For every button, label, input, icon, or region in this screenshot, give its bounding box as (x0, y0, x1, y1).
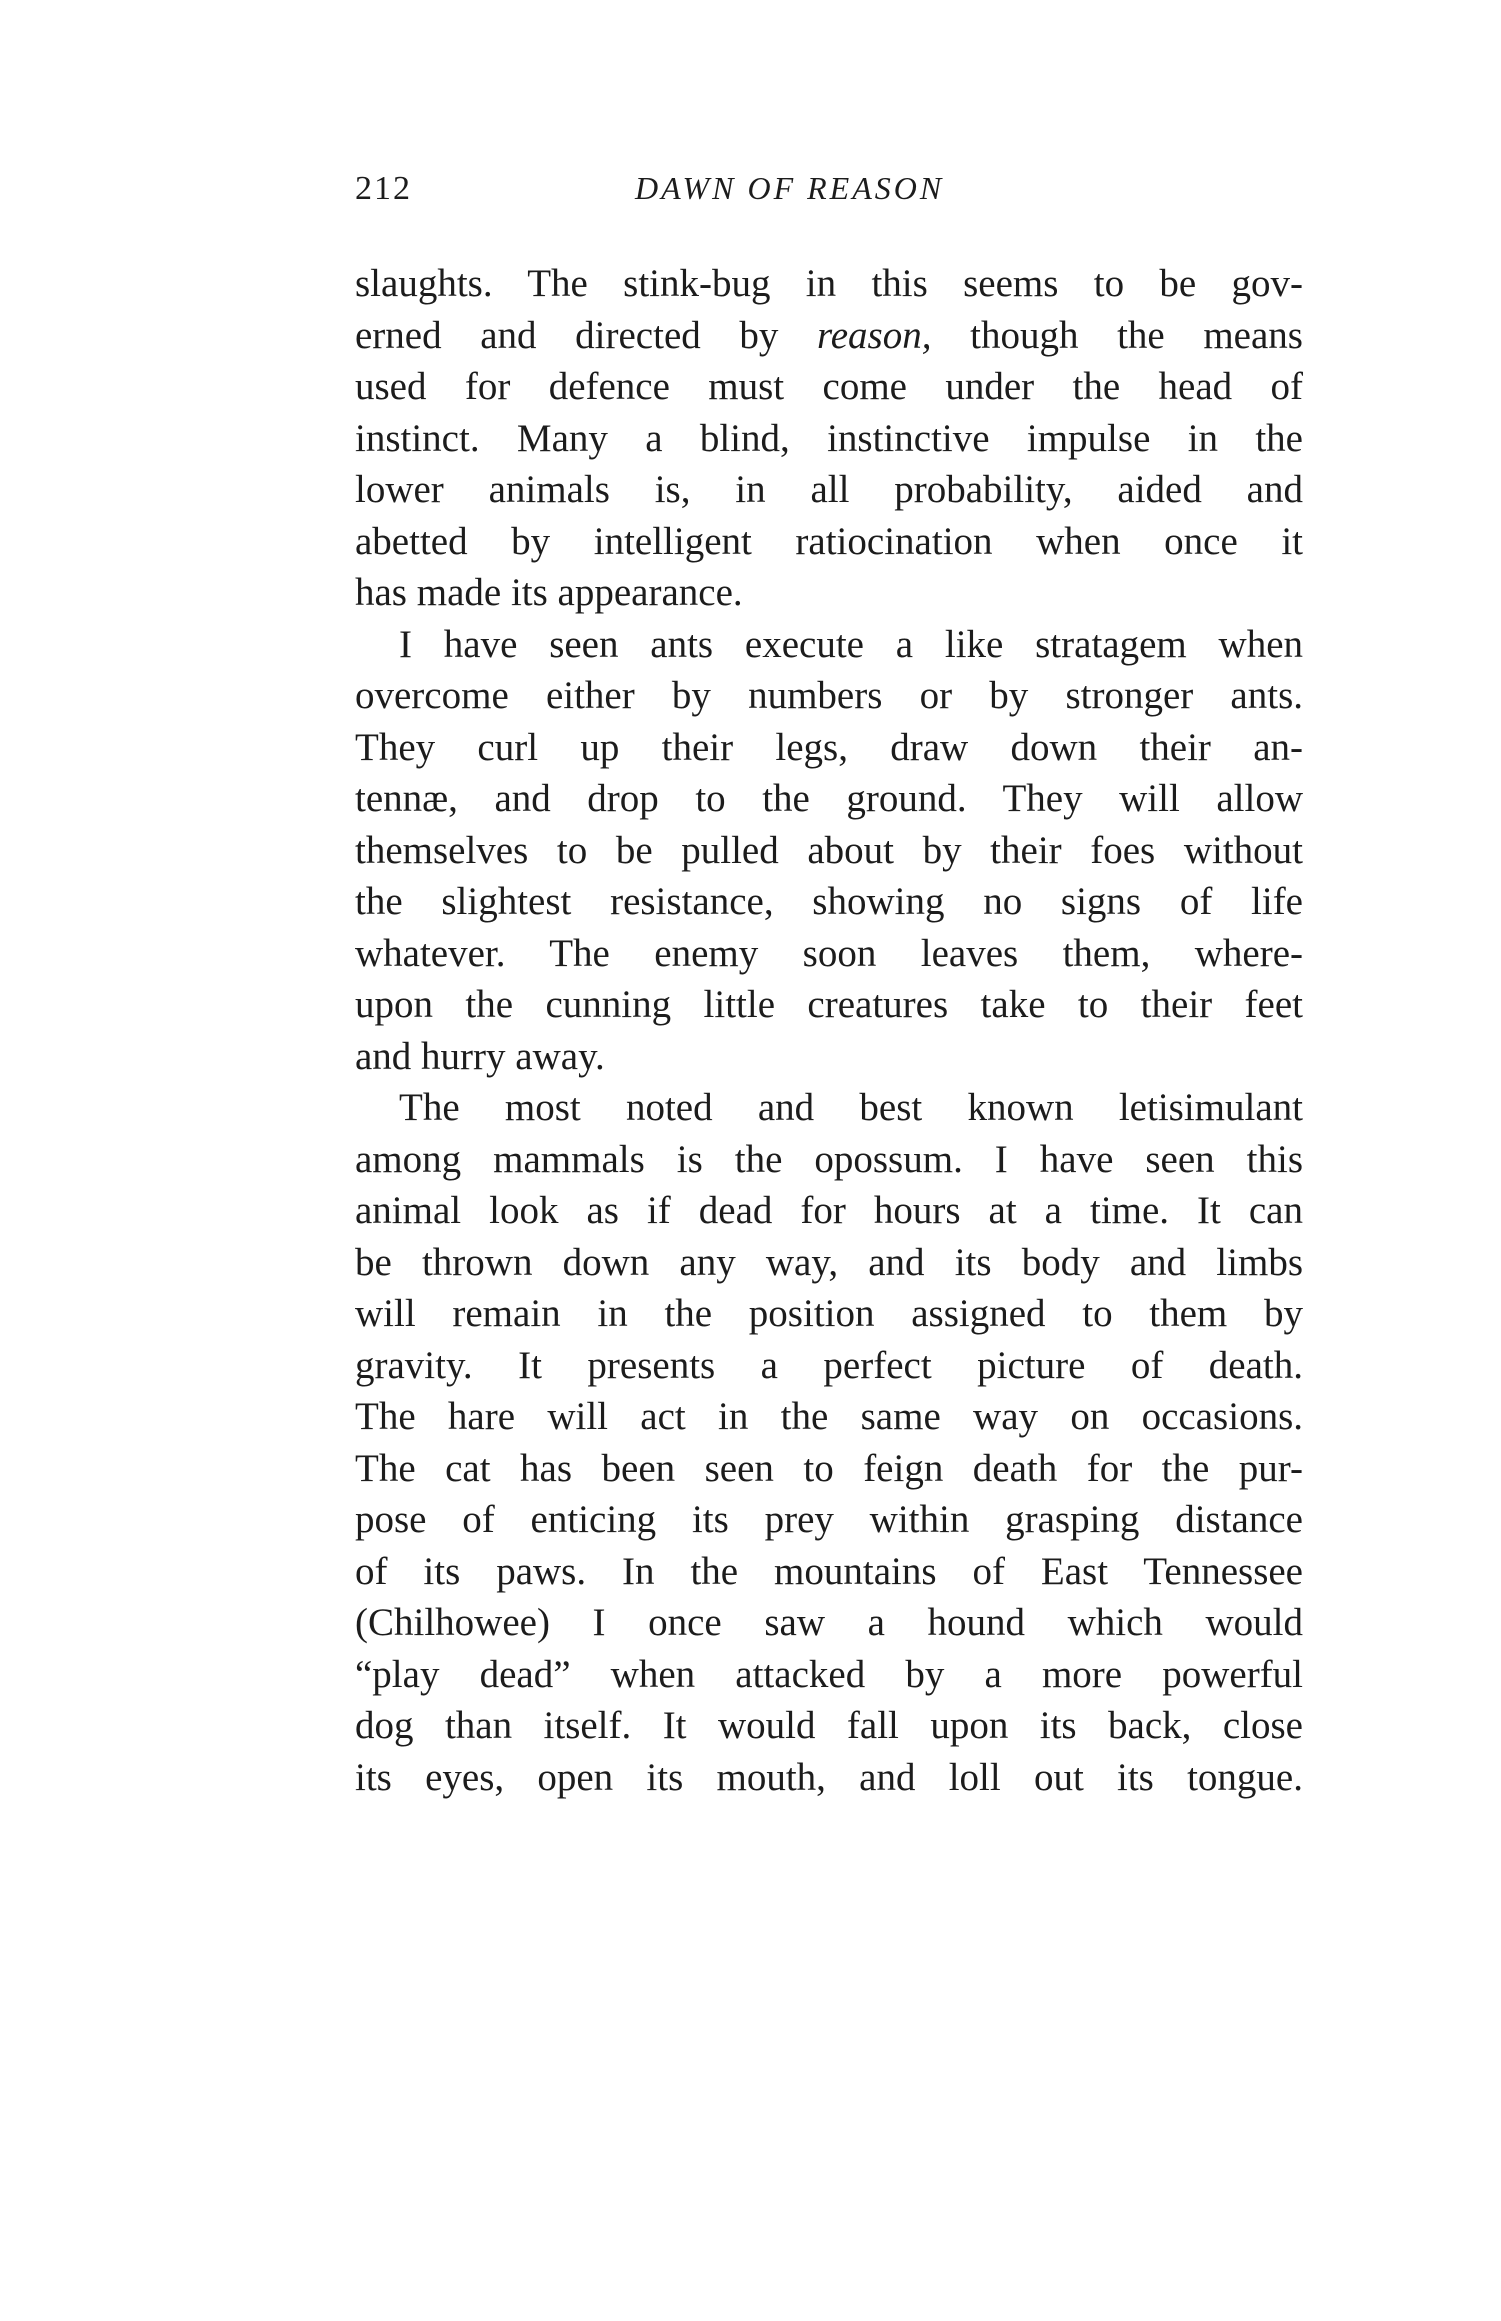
text-line: They curl up their legs, draw down their an- (355, 725, 1303, 769)
paragraph-3 (355, 1082, 1303, 1803)
text-line: themselves to be pulled about by their foes without (355, 828, 1303, 872)
text-line: upon the cunning little creatures take to their feet (355, 983, 1303, 1026)
text-segment: erned and directed by (355, 313, 818, 357)
text-line: will remain in the position assigned to them by (355, 1292, 1303, 1335)
text-line (355, 310, 1303, 362)
text-line: the slightest resistance, showing no signs of life (355, 880, 1303, 923)
text-segment: though the means (931, 313, 1303, 357)
running-title: DAWN OF REASON (635, 170, 945, 206)
text-line: (Chilhowee) I once saw a hound which would (355, 1601, 1303, 1644)
text-line: and hurry away. (355, 1034, 605, 1078)
body-text (355, 258, 1303, 1803)
italic-emphasis: reason, (817, 313, 932, 357)
text-line: among mammals is the opossum. I have seen this (355, 1137, 1303, 1181)
text-line: has made its appearance. (355, 571, 743, 614)
text-line: be thrown down any way, and its body and limbs (355, 1240, 1303, 1284)
text-line: used for defence must come under the head of (355, 365, 1303, 408)
text-line: abetted by intelligent ratiocination when once it (355, 519, 1303, 563)
text-line: tennæ, and drop to the ground. They will allow (355, 777, 1303, 820)
text-line: The most noted and best known letisimulant (399, 1086, 1303, 1129)
paragraph-2 (355, 619, 1303, 1083)
text-line: whatever. The enemy soon leaves them, where- (355, 931, 1303, 975)
page-number: 212 (355, 170, 412, 207)
text-line: animal look as if dead for hours at a time. It can (355, 1189, 1303, 1232)
text-line: The hare will act in the same way on occasions. (355, 1395, 1303, 1438)
text-line: slaughts. The stink-bug in this seems to be gov- (355, 262, 1303, 305)
text-line: instinct. Many a blind, instinctive impulse in the (355, 416, 1303, 460)
text-line: lower animals is, in all probability, aided and (355, 468, 1303, 511)
text-line: overcome either by numbers or by stronger ants. (355, 674, 1303, 717)
text-line: I have seen ants execute a like stratagem when (399, 622, 1303, 666)
page-header (355, 170, 1300, 220)
text-line: dog than itself. It would fall upon its back, close (355, 1704, 1303, 1747)
text-line: gravity. It presents a perfect picture of death. (355, 1343, 1303, 1387)
text-line: its eyes, open its mouth, and loll out its tongue. (355, 1755, 1303, 1799)
text-line: of its paws. In the mountains of East Tennessee (355, 1549, 1303, 1593)
paragraph-1 (355, 258, 1303, 619)
text-line: “play dead” when attacked by a more powerful (355, 1652, 1303, 1696)
text-line: pose of enticing its prey within grasping distance (355, 1498, 1303, 1541)
text-line: The cat has been seen to feign death for the pur- (355, 1446, 1303, 1490)
